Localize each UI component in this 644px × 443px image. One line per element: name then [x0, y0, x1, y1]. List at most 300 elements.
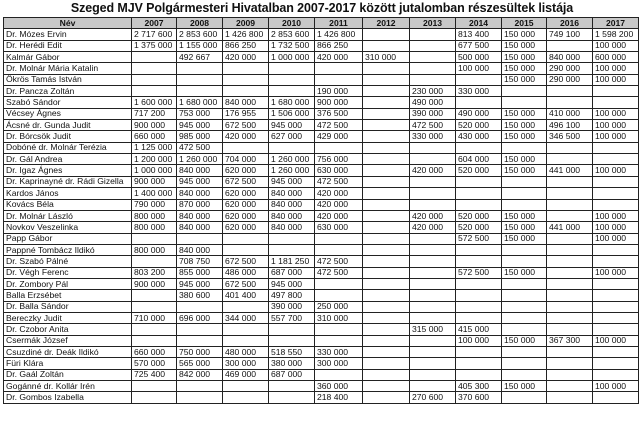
amount-cell-2008: 840 000	[177, 210, 223, 221]
amount-cell-2016	[547, 324, 593, 335]
amount-cell-2015	[502, 86, 547, 97]
amount-cell-2014	[456, 290, 502, 301]
amount-cell-2015: 150 000	[502, 108, 547, 119]
amount-cell-2012	[363, 40, 410, 51]
amount-cell-2009: 620 000	[223, 165, 269, 176]
table-row	[4, 29, 639, 40]
amount-cell-2016: 290 000	[547, 74, 593, 85]
amount-cell-2015	[502, 188, 547, 199]
column-header-name: Név	[4, 18, 132, 29]
amount-cell-2011: 472 500	[315, 256, 363, 267]
amount-cell-2012	[363, 74, 410, 85]
table-row	[4, 222, 639, 233]
amount-cell-2010: 945 000	[269, 176, 315, 187]
amount-cell-2007	[132, 290, 177, 301]
table-row	[4, 358, 639, 369]
column-header-2008: 2008	[177, 18, 223, 29]
amount-cell-2013	[410, 176, 456, 187]
amount-cell-2007: 2 717 600	[132, 29, 177, 40]
amount-cell-2013	[410, 278, 456, 289]
amount-cell-2010	[269, 392, 315, 403]
amount-cell-2012	[363, 256, 410, 267]
amount-cell-2011: 218 400	[315, 392, 363, 403]
amount-cell-2015	[502, 324, 547, 335]
amount-cell-2015	[502, 142, 547, 153]
amount-cell-2008: 380 600	[177, 290, 223, 301]
amount-cell-2007	[132, 335, 177, 346]
amount-cell-2016	[547, 97, 593, 108]
amount-cell-2009	[223, 74, 269, 85]
amount-cell-2013: 490 000	[410, 97, 456, 108]
amount-cell-2013: 315 000	[410, 324, 456, 335]
amount-cell-2010: 557 700	[269, 312, 315, 323]
employee-name-cell: Kardos János	[4, 188, 132, 199]
amount-cell-2007: 710 000	[132, 312, 177, 323]
amount-cell-2010	[269, 335, 315, 346]
employee-name-cell: Dobóné dr. Molnár Terézia	[4, 142, 132, 153]
amount-cell-2012	[363, 131, 410, 142]
amount-cell-2012	[363, 188, 410, 199]
amount-cell-2016	[547, 86, 593, 97]
amount-cell-2016	[547, 267, 593, 278]
employee-name-cell: Balla Erzsébet	[4, 290, 132, 301]
amount-cell-2015: 150 000	[502, 267, 547, 278]
amount-cell-2013	[410, 358, 456, 369]
table-row	[4, 244, 639, 255]
table-row	[4, 392, 639, 403]
table-row	[4, 52, 639, 63]
table-row	[4, 142, 639, 153]
amount-cell-2016	[547, 256, 593, 267]
amount-cell-2009: 620 000	[223, 222, 269, 233]
amount-cell-2010: 840 000	[269, 199, 315, 210]
amount-cell-2013	[410, 154, 456, 165]
amount-cell-2017	[593, 97, 639, 108]
amount-cell-2014	[456, 188, 502, 199]
amount-cell-2013: 472 500	[410, 120, 456, 131]
table-row	[4, 290, 639, 301]
amount-cell-2008: 855 000	[177, 267, 223, 278]
amount-cell-2007: 1 600 000	[132, 97, 177, 108]
amount-cell-2010: 840 000	[269, 222, 315, 233]
amount-cell-2012	[363, 324, 410, 335]
amount-cell-2007	[132, 324, 177, 335]
employee-name-cell: Pappné Tombácz Ildikó	[4, 244, 132, 255]
column-header-2011: 2011	[315, 18, 363, 29]
amount-cell-2012	[363, 154, 410, 165]
amount-cell-2012	[363, 120, 410, 131]
amount-cell-2017: 100 000	[593, 40, 639, 51]
amount-cell-2010: 840 000	[269, 188, 315, 199]
table-row	[4, 74, 639, 85]
amount-cell-2016: 410 000	[547, 108, 593, 119]
amount-cell-2017: 100 000	[593, 63, 639, 74]
amount-cell-2008: 753 000	[177, 108, 223, 119]
amount-cell-2008	[177, 233, 223, 244]
table-row	[4, 165, 639, 176]
amount-cell-2010: 1 000 000	[269, 52, 315, 63]
amount-cell-2014: 500 000	[456, 52, 502, 63]
table-row	[4, 312, 639, 323]
amount-cell-2009	[223, 381, 269, 392]
table-row	[4, 346, 639, 357]
amount-cell-2008: 708 750	[177, 256, 223, 267]
amount-cell-2011	[315, 335, 363, 346]
employee-name-cell: Dr. Molnár László	[4, 210, 132, 221]
amount-cell-2010: 1 181 250	[269, 256, 315, 267]
amount-cell-2017: 100 000	[593, 381, 639, 392]
amount-cell-2009: 620 000	[223, 199, 269, 210]
amount-cell-2007: 800 000	[132, 244, 177, 255]
amount-cell-2010	[269, 244, 315, 255]
amount-cell-2008: 1 680 000	[177, 97, 223, 108]
amount-cell-2007	[132, 63, 177, 74]
amount-cell-2015	[502, 358, 547, 369]
amount-cell-2014: 430 000	[456, 131, 502, 142]
amount-cell-2010: 687 000	[269, 267, 315, 278]
amount-cell-2013: 230 000	[410, 86, 456, 97]
amount-cell-2011	[315, 244, 363, 255]
amount-cell-2017: 100 000	[593, 210, 639, 221]
amount-cell-2010	[269, 74, 315, 85]
amount-cell-2009: 672 500	[223, 278, 269, 289]
table-row	[4, 154, 639, 165]
column-header-2017: 2017	[593, 18, 639, 29]
amount-cell-2017	[593, 369, 639, 380]
amount-cell-2014: 330 000	[456, 86, 502, 97]
amount-cell-2012	[363, 267, 410, 278]
amount-cell-2015	[502, 97, 547, 108]
table-row	[4, 278, 639, 289]
amount-cell-2007	[132, 392, 177, 403]
amount-cell-2009	[223, 86, 269, 97]
amount-cell-2012	[363, 29, 410, 40]
amount-cell-2014	[456, 74, 502, 85]
amount-cell-2009: 401 400	[223, 290, 269, 301]
employee-name-cell: Dr. Gaál Zoltán	[4, 369, 132, 380]
amount-cell-2012	[363, 278, 410, 289]
amount-cell-2016	[547, 278, 593, 289]
amount-cell-2007: 800 000	[132, 210, 177, 221]
amount-cell-2014	[456, 142, 502, 153]
amount-cell-2011: 360 000	[315, 381, 363, 392]
employee-name-cell: Bereczky Judit	[4, 312, 132, 323]
amount-cell-2013	[410, 369, 456, 380]
amount-cell-2017: 100 000	[593, 222, 639, 233]
amount-cell-2014	[456, 199, 502, 210]
amount-cell-2016: 496 100	[547, 120, 593, 131]
amount-cell-2013	[410, 63, 456, 74]
amount-cell-2008: 945 000	[177, 278, 223, 289]
amount-cell-2016	[547, 290, 593, 301]
amount-cell-2011: 250 000	[315, 301, 363, 312]
amount-cell-2017: 100 000	[593, 74, 639, 85]
amount-cell-2011	[315, 369, 363, 380]
amount-cell-2009: 300 000	[223, 358, 269, 369]
amount-cell-2008: 945 000	[177, 120, 223, 131]
table-row	[4, 324, 639, 335]
amount-cell-2009: 866 250	[223, 40, 269, 51]
amount-cell-2010: 1 680 000	[269, 97, 315, 108]
amount-cell-2011	[315, 290, 363, 301]
amount-cell-2015: 150 000	[502, 40, 547, 51]
amount-cell-2009: 672 500	[223, 256, 269, 267]
amount-cell-2017	[593, 188, 639, 199]
amount-cell-2012	[363, 358, 410, 369]
amount-cell-2008: 1 155 000	[177, 40, 223, 51]
table-row	[4, 301, 639, 312]
employee-name-cell: Kovács Béla	[4, 199, 132, 210]
amount-cell-2009: 420 000	[223, 131, 269, 142]
amount-cell-2012	[363, 86, 410, 97]
amount-cell-2017: 1 598 200	[593, 29, 639, 40]
amount-cell-2010	[269, 63, 315, 74]
amount-cell-2017	[593, 312, 639, 323]
amount-cell-2012	[363, 392, 410, 403]
amount-cell-2017	[593, 244, 639, 255]
table-row	[4, 267, 639, 278]
column-header-2016: 2016	[547, 18, 593, 29]
column-header-2015: 2015	[502, 18, 547, 29]
amount-cell-2014	[456, 244, 502, 255]
amount-cell-2013	[410, 188, 456, 199]
amount-cell-2016	[547, 369, 593, 380]
table-row	[4, 63, 639, 74]
amount-cell-2008: 472 500	[177, 142, 223, 153]
amount-cell-2015	[502, 346, 547, 357]
column-header-2007: 2007	[132, 18, 177, 29]
amount-cell-2011: 429 000	[315, 131, 363, 142]
amount-cell-2009	[223, 233, 269, 244]
amount-cell-2012	[363, 244, 410, 255]
table-row	[4, 176, 639, 187]
amount-cell-2010: 1 732 500	[269, 40, 315, 51]
amount-cell-2010	[269, 324, 315, 335]
amount-cell-2007: 1 125 000	[132, 142, 177, 153]
table-row	[4, 97, 639, 108]
amount-cell-2017: 100 000	[593, 108, 639, 119]
amount-cell-2013	[410, 381, 456, 392]
amount-cell-2009: 176 955	[223, 108, 269, 119]
amount-cell-2010: 518 550	[269, 346, 315, 357]
amount-cell-2014: 370 600	[456, 392, 502, 403]
amount-cell-2014: 813 400	[456, 29, 502, 40]
amount-cell-2011: 420 000	[315, 188, 363, 199]
amount-cell-2012	[363, 142, 410, 153]
amount-cell-2015	[502, 244, 547, 255]
amount-cell-2007	[132, 256, 177, 267]
amount-cell-2017: 100 000	[593, 267, 639, 278]
amount-cell-2007: 570 000	[132, 358, 177, 369]
amount-cell-2016	[547, 176, 593, 187]
amount-cell-2017: 100 000	[593, 165, 639, 176]
amount-cell-2007: 1 375 000	[132, 40, 177, 51]
amount-cell-2015	[502, 392, 547, 403]
amount-cell-2008: 1 260 000	[177, 154, 223, 165]
table-row	[4, 40, 639, 51]
amount-cell-2010	[269, 142, 315, 153]
amount-cell-2009	[223, 392, 269, 403]
amount-cell-2016	[547, 199, 593, 210]
amount-cell-2012	[363, 369, 410, 380]
amount-cell-2013	[410, 346, 456, 357]
employee-name-cell: Dr. Mózes Ervin	[4, 29, 132, 40]
amount-cell-2014: 520 000	[456, 222, 502, 233]
amount-cell-2012	[363, 199, 410, 210]
amount-cell-2011: 630 000	[315, 165, 363, 176]
amount-cell-2010	[269, 381, 315, 392]
amount-cell-2012	[363, 312, 410, 323]
table-row	[4, 381, 639, 392]
amount-cell-2016	[547, 381, 593, 392]
amount-cell-2012	[363, 97, 410, 108]
employee-name-cell: Dr. Bórcsök Judit	[4, 131, 132, 142]
amount-cell-2014: 415 000	[456, 324, 502, 335]
table-row	[4, 188, 639, 199]
amount-cell-2015: 150 000	[502, 63, 547, 74]
table-header-row	[4, 18, 639, 29]
amount-cell-2014: 572 500	[456, 233, 502, 244]
amount-cell-2009: 704 000	[223, 154, 269, 165]
amount-cell-2016	[547, 233, 593, 244]
amount-cell-2014	[456, 278, 502, 289]
amount-cell-2009: 840 000	[223, 97, 269, 108]
amount-cell-2009	[223, 335, 269, 346]
amount-cell-2016	[547, 358, 593, 369]
employee-name-cell: Ácsné dr. Gunda Judit	[4, 120, 132, 131]
amount-cell-2012	[363, 381, 410, 392]
amount-cell-2007: 1 400 000	[132, 188, 177, 199]
employee-name-cell: Dr. Zombory Pál	[4, 278, 132, 289]
employee-name-cell: Dr. Végh Ferenc	[4, 267, 132, 278]
amount-cell-2010	[269, 86, 315, 97]
employee-name-cell: Dr. Pancza Zoltán	[4, 86, 132, 97]
amount-cell-2007: 803 200	[132, 267, 177, 278]
amount-cell-2009	[223, 63, 269, 74]
amount-cell-2017	[593, 392, 639, 403]
employee-name-cell: Ökrös Tamás István	[4, 74, 132, 85]
amount-cell-2010: 1 260 000	[269, 154, 315, 165]
amount-cell-2015: 150 000	[502, 165, 547, 176]
column-header-2013: 2013	[410, 18, 456, 29]
amount-cell-2007	[132, 52, 177, 63]
employee-name-cell: Dr. Gál Andrea	[4, 154, 132, 165]
amount-cell-2015	[502, 312, 547, 323]
amount-cell-2016: 290 000	[547, 63, 593, 74]
amount-cell-2009	[223, 142, 269, 153]
amount-cell-2011	[315, 278, 363, 289]
amount-cell-2016	[547, 312, 593, 323]
amount-cell-2009: 1 426 800	[223, 29, 269, 40]
amount-cell-2007: 800 000	[132, 222, 177, 233]
amount-cell-2017: 600 000	[593, 52, 639, 63]
amount-cell-2013	[410, 256, 456, 267]
amount-cell-2016: 441 000	[547, 222, 593, 233]
amount-cell-2011: 310 000	[315, 312, 363, 323]
amount-cell-2013	[410, 233, 456, 244]
amount-cell-2007: 725 400	[132, 369, 177, 380]
amount-cell-2017	[593, 346, 639, 357]
amount-cell-2017	[593, 86, 639, 97]
reward-table	[3, 17, 639, 404]
table-row	[4, 86, 639, 97]
table-row	[4, 233, 639, 244]
amount-cell-2014: 100 000	[456, 63, 502, 74]
employee-name-cell: Dr. Gombos Izabella	[4, 392, 132, 403]
amount-cell-2009: 344 000	[223, 312, 269, 323]
employee-name-cell: Kalmár Gábor	[4, 52, 132, 63]
amount-cell-2008	[177, 86, 223, 97]
amount-cell-2008: 842 000	[177, 369, 223, 380]
amount-cell-2011: 190 000	[315, 86, 363, 97]
employee-name-cell: Dr. Kaprinayné dr. Rádi Gizella	[4, 176, 132, 187]
amount-cell-2012	[363, 346, 410, 357]
amount-cell-2013	[410, 29, 456, 40]
amount-cell-2011: 472 500	[315, 120, 363, 131]
amount-cell-2017	[593, 324, 639, 335]
table-row	[4, 108, 639, 119]
amount-cell-2009: 480 000	[223, 346, 269, 357]
amount-cell-2011: 472 500	[315, 267, 363, 278]
table-row	[4, 256, 639, 267]
amount-cell-2016	[547, 154, 593, 165]
amount-cell-2017	[593, 154, 639, 165]
amount-cell-2008: 840 000	[177, 244, 223, 255]
employee-name-cell: Dr. Czobor Anita	[4, 324, 132, 335]
amount-cell-2012	[363, 233, 410, 244]
amount-cell-2017	[593, 278, 639, 289]
amount-cell-2011: 420 000	[315, 210, 363, 221]
column-header-2014: 2014	[456, 18, 502, 29]
amount-cell-2012	[363, 165, 410, 176]
amount-cell-2016	[547, 346, 593, 357]
amount-cell-2007	[132, 233, 177, 244]
amount-cell-2008	[177, 335, 223, 346]
amount-cell-2008	[177, 301, 223, 312]
amount-cell-2015: 150 000	[502, 233, 547, 244]
amount-cell-2012	[363, 335, 410, 346]
amount-cell-2016	[547, 244, 593, 255]
amount-cell-2010: 945 000	[269, 278, 315, 289]
amount-cell-2013	[410, 290, 456, 301]
amount-cell-2013	[410, 312, 456, 323]
amount-cell-2007	[132, 74, 177, 85]
amount-cell-2011: 420 000	[315, 199, 363, 210]
amount-cell-2012	[363, 63, 410, 74]
amount-cell-2010: 380 000	[269, 358, 315, 369]
amount-cell-2015: 150 000	[502, 29, 547, 40]
employee-name-cell: Vécsey Ágnes	[4, 108, 132, 119]
employee-name-cell: Dr. Balla Sándor	[4, 301, 132, 312]
amount-cell-2007	[132, 86, 177, 97]
amount-cell-2011: 420 000	[315, 52, 363, 63]
amount-cell-2012	[363, 301, 410, 312]
amount-cell-2016: 840 000	[547, 52, 593, 63]
amount-cell-2013	[410, 199, 456, 210]
amount-cell-2007: 900 000	[132, 176, 177, 187]
amount-cell-2013	[410, 40, 456, 51]
amount-cell-2008: 840 000	[177, 188, 223, 199]
amount-cell-2010: 1 506 000	[269, 108, 315, 119]
amount-cell-2014	[456, 301, 502, 312]
amount-cell-2007: 660 000	[132, 131, 177, 142]
amount-cell-2008	[177, 381, 223, 392]
amount-cell-2013	[410, 52, 456, 63]
amount-cell-2009: 672 500	[223, 176, 269, 187]
amount-cell-2013	[410, 267, 456, 278]
amount-cell-2015	[502, 278, 547, 289]
amount-cell-2011: 472 500	[315, 176, 363, 187]
